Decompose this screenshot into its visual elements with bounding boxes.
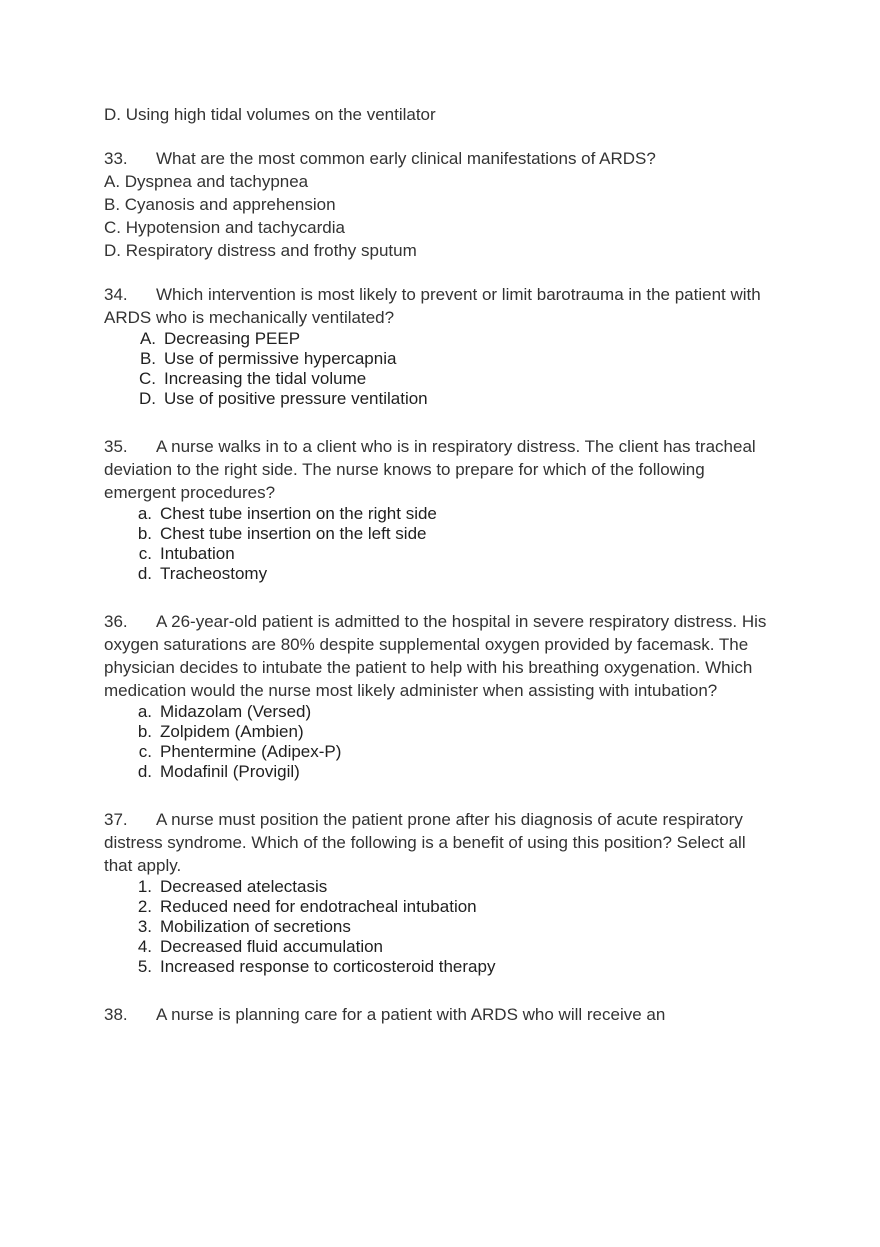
question-35: [104, 435, 784, 584]
question-text-cont: physician decides to intubate the patient to help with his breathing oxygenation. Which: [104, 658, 753, 677]
option-marker: 4.: [137, 937, 152, 956]
option-marker: C.: [139, 369, 156, 388]
question-36-options: [104, 702, 784, 782]
option-marker: a.: [137, 702, 152, 721]
question-36-stem: [104, 610, 784, 633]
option-text: Intubation: [160, 544, 235, 563]
option-marker: D.: [139, 389, 156, 408]
option-text: Decreasing PEEP: [164, 329, 301, 348]
question-text-cont: distress syndrome. Which of the following is a benefit of using this position? Select all: [104, 833, 746, 852]
option-marker: b.: [137, 722, 152, 741]
option: B. Cyanosis and apprehension: [104, 195, 336, 214]
option-text: Reduced need for endotracheal intubation: [160, 897, 477, 916]
question-37-stem: [104, 808, 784, 831]
option: [104, 564, 784, 584]
option-text: Increasing the tidal volume: [164, 369, 367, 388]
option: [104, 877, 784, 897]
question-number: 36.: [104, 612, 128, 631]
question-text: Which intervention is most likely to prevent or limit barotrauma in the patient with: [156, 285, 761, 304]
option-text: Chest tube insertion on the right side: [160, 504, 437, 523]
question-33-options: [104, 170, 784, 262]
option-text: Decreased fluid accumulation: [160, 937, 384, 956]
option-text: Midazolam (Versed): [160, 702, 312, 721]
option: D. Respiratory distress and frothy sputum: [104, 241, 417, 260]
question-number: 35.: [104, 437, 128, 456]
option: [104, 917, 784, 937]
question-text: A nurse is planning care for a patient with ARDS who will receive an: [156, 1005, 666, 1024]
question-text: A nurse must position the patient prone after his diagnosis of acute respiratory: [156, 810, 743, 829]
option-text: Zolpidem (Ambien): [160, 722, 304, 741]
question-number: 33.: [104, 149, 128, 168]
question-text-cont: medication would the nurse most likely administer when assisting with intubation?: [104, 681, 718, 700]
option: [104, 742, 784, 762]
carryover-option: D. Using high tidal volumes on the ventilator: [104, 105, 436, 124]
option: [104, 937, 784, 957]
question-36: [104, 610, 784, 782]
option-text: Modafinil (Provigil): [160, 762, 300, 781]
question-37: [104, 808, 784, 977]
option-marker: b.: [137, 524, 152, 543]
option-text: Chest tube insertion on the left side: [160, 524, 427, 543]
option-marker: d.: [137, 564, 152, 583]
option: [104, 702, 784, 722]
question-text-cont: that apply.: [104, 856, 182, 875]
question-number: 34.: [104, 285, 128, 304]
question-text: A nurse walks in to a client who is in respiratory distress. The client has tracheal: [156, 437, 756, 456]
option-text: Decreased atelectasis: [160, 877, 328, 896]
question-text-cont: ARDS who is mechanically ventilated?: [104, 308, 395, 327]
document-content: [104, 103, 784, 1026]
question-text-cont: deviation to the right side. The nurse knows to prepare for which of the following: [104, 460, 705, 479]
question-text-cont: oxygen saturations are 80% despite supplemental oxygen provided by facemask. The: [104, 635, 749, 654]
option-text: Phentermine (Adipex-P): [160, 742, 342, 761]
option-marker: A.: [139, 329, 156, 348]
option-text: Tracheostomy: [160, 564, 268, 583]
question-number: 38.: [104, 1005, 128, 1024]
option: [104, 504, 784, 524]
option-marker: B.: [139, 349, 156, 368]
option: [104, 369, 784, 389]
question-34-options: [104, 329, 784, 409]
question-33: [104, 147, 784, 262]
question-34: [104, 283, 784, 409]
question-number: 37.: [104, 810, 128, 829]
question-text: A 26-year-old patient is admitted to the hospital in severe respiratory distress. His: [156, 612, 767, 631]
option-text: Increased response to corticosteroid therapy: [160, 957, 496, 976]
option-marker: c.: [138, 742, 152, 761]
option: [104, 389, 784, 409]
question-text: What are the most common early clinical manifestations of ARDS?: [156, 149, 656, 168]
question-35-options: [104, 504, 784, 584]
option: [104, 722, 784, 742]
option-text: Use of permissive hypercapnia: [164, 349, 397, 368]
question-35-stem: [104, 435, 784, 458]
question-text-cont: emergent procedures?: [104, 483, 276, 502]
option-marker: 1.: [137, 877, 152, 896]
option-marker: 5.: [137, 957, 152, 976]
question-38: [104, 1003, 784, 1026]
option-text: Mobilization of secretions: [160, 917, 351, 936]
option-text: Use of positive pressure ventilation: [164, 389, 428, 408]
option: [104, 349, 784, 369]
option: [104, 897, 784, 917]
option: [104, 762, 784, 782]
option: A. Dyspnea and tachypnea: [104, 172, 309, 191]
option: [104, 957, 784, 977]
option-marker: d.: [137, 762, 152, 781]
option: [104, 329, 784, 349]
option-marker: a.: [137, 504, 152, 523]
question-34-stem: [104, 283, 784, 306]
option: [104, 544, 784, 564]
option: [104, 524, 784, 544]
option-marker: 2.: [137, 897, 152, 916]
option-marker: 3.: [137, 917, 152, 936]
option: C. Hypotension and tachycardia: [104, 218, 345, 237]
question-37-options: [104, 877, 784, 977]
question-33-stem: [104, 147, 784, 170]
option-marker: c.: [138, 544, 152, 563]
question-38-stem: [104, 1003, 784, 1026]
